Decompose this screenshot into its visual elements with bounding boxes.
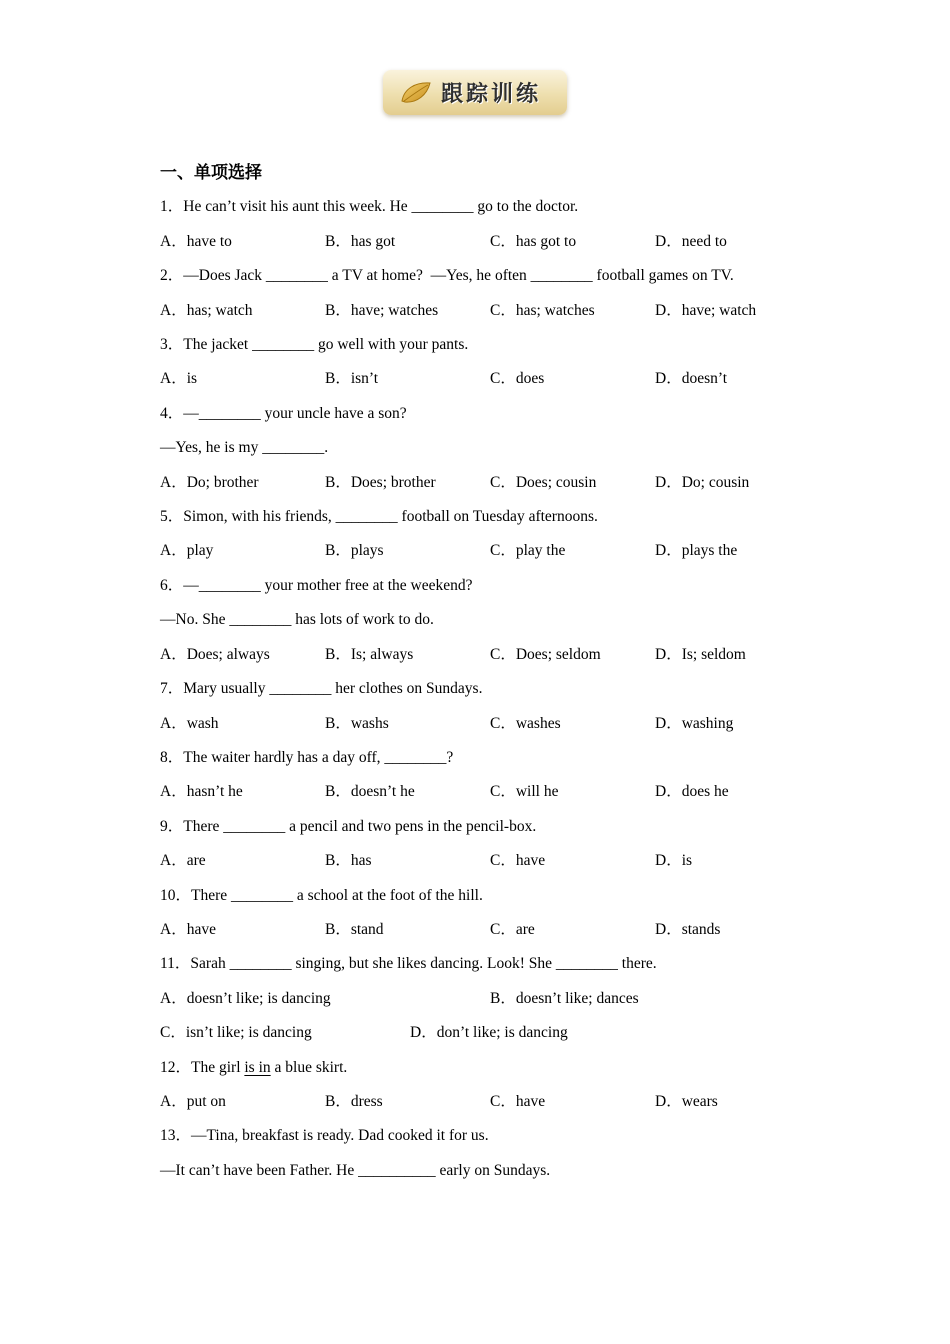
question-stem: 10．There ________ a school at the foot of the hill.: [160, 886, 483, 904]
option-row: [160, 1016, 830, 1050]
answer-option: C．Does; cousin: [490, 473, 597, 491]
answer-option: A．have: [160, 920, 216, 938]
answer-option: D．doesn’t: [655, 370, 728, 388]
answer-option: A．has; watch: [160, 301, 253, 319]
question-stem: 2．—Does Jack ________ a TV at home? —Yes, he often ________ football games on TV.: [160, 267, 734, 285]
option-row: [160, 707, 830, 741]
question-stem: 9．There ________ a pencil and two pens in the pencil-box.: [160, 817, 537, 835]
question-stem: 7．Mary usually ________ her clothes on Sundays.: [160, 680, 483, 698]
option-row: [160, 982, 830, 1016]
answer-option: A．are: [160, 852, 206, 870]
question-stem: 5．Simon, with his friends, ________ football on Tuesday afternoons.: [160, 508, 598, 526]
answer-option: C．washes: [490, 714, 561, 732]
option-row: [160, 466, 830, 500]
answer-option: D．washing: [655, 714, 734, 732]
header-banner: [0, 70, 950, 115]
answer-option: C．has; watches: [490, 301, 595, 319]
answer-option: A．Does; always: [160, 645, 270, 663]
answer-option: D．have; watch: [655, 301, 757, 319]
answer-option: B．Is; always: [325, 645, 414, 663]
answer-option: C．are: [490, 920, 535, 938]
answer-option: A．hasn’t he: [160, 783, 243, 801]
answer-option: A．have to: [160, 232, 232, 250]
answer-option: C．will he: [490, 783, 559, 801]
option-row: [160, 225, 830, 259]
answer-option: B．Does; brother: [325, 473, 436, 491]
answer-option: A．wash: [160, 714, 219, 732]
document-content: [160, 156, 830, 1188]
answer-option: A．doesn’t like; is dancing: [160, 989, 331, 1007]
answer-option: D．need to: [655, 232, 727, 250]
answer-option: B．washs: [325, 714, 389, 732]
answer-option: C．have: [490, 852, 546, 870]
answer-option: B．isn’t: [325, 370, 379, 388]
option-row: [160, 534, 830, 568]
answer-option: B．have; watches: [325, 301, 439, 319]
answer-option: A．put on: [160, 1092, 226, 1110]
option-row: [160, 362, 830, 396]
question-stem: 8．The waiter hardly has a day off, ________?: [160, 748, 454, 766]
answer-option: C．does: [490, 370, 545, 388]
answer-option: A．Do; brother: [160, 473, 259, 491]
question-stem: 12．The girl is in a blue skirt.: [160, 1058, 348, 1076]
banner-ribbon: [383, 70, 567, 115]
answer-option: B．dress: [325, 1092, 383, 1110]
questions-container: [160, 190, 830, 1188]
answer-option: D．does he: [655, 783, 729, 801]
option-row: [160, 775, 830, 809]
question-stem: 1．He can’t visit his aunt this week. He ________ go to the doctor.: [160, 198, 579, 216]
answer-option: D．is: [655, 852, 693, 870]
answer-option: A．is: [160, 370, 198, 388]
answer-option: D．plays the: [655, 542, 738, 560]
option-row: [160, 294, 830, 328]
question-stem: 6．—________ your mother free at the weekend?: [160, 576, 473, 594]
option-row: [160, 638, 830, 672]
answer-option: C．have: [490, 1092, 546, 1110]
answer-option: D．wears: [655, 1092, 718, 1110]
answer-option: B．stand: [325, 920, 384, 938]
answer-option: B．has: [325, 852, 372, 870]
question-stem: —It can’t have been Father. He __________ early on Sundays.: [160, 1161, 551, 1179]
option-row: [160, 913, 830, 947]
answer-option: C．isn’t like; is dancing: [160, 1024, 312, 1042]
answer-option: B．has got: [325, 232, 396, 250]
banner-title: 跟踪训练: [440, 81, 541, 106]
answer-option: D．don’t like; is dancing: [410, 1024, 568, 1042]
answer-option: C．Does; seldom: [490, 645, 601, 663]
answer-option: A．play: [160, 542, 214, 560]
answer-option: B．doesn’t he: [325, 783, 415, 801]
section-title: 一、单项选择: [160, 163, 262, 182]
answer-option: D．Is; seldom: [655, 645, 746, 663]
answer-option: B．plays: [325, 542, 384, 560]
question-stem: 13．—Tina, breakfast is ready. Dad cooked it for us.: [160, 1127, 489, 1145]
question-stem: 4．—________ your uncle have a son?: [160, 404, 407, 422]
answer-option: B．doesn’t like; dances: [490, 989, 639, 1007]
option-row: [160, 844, 830, 878]
leaf-icon: [399, 79, 433, 107]
answer-option: C．play the: [490, 542, 566, 560]
question-stem: 11．Sarah ________ singing, but she likes dancing. Look! She ________ there.: [160, 955, 657, 973]
question-stem: —No. She ________ has lots of work to do.: [160, 611, 434, 629]
question-stem: 3．The jacket ________ go well with your pants.: [160, 336, 469, 354]
answer-option: D．Do; cousin: [655, 473, 750, 491]
answer-option: D．stands: [655, 920, 721, 938]
question-stem: —Yes, he is my ________.: [160, 439, 329, 457]
answer-option: C．has got to: [490, 232, 577, 250]
option-row: [160, 1085, 830, 1119]
